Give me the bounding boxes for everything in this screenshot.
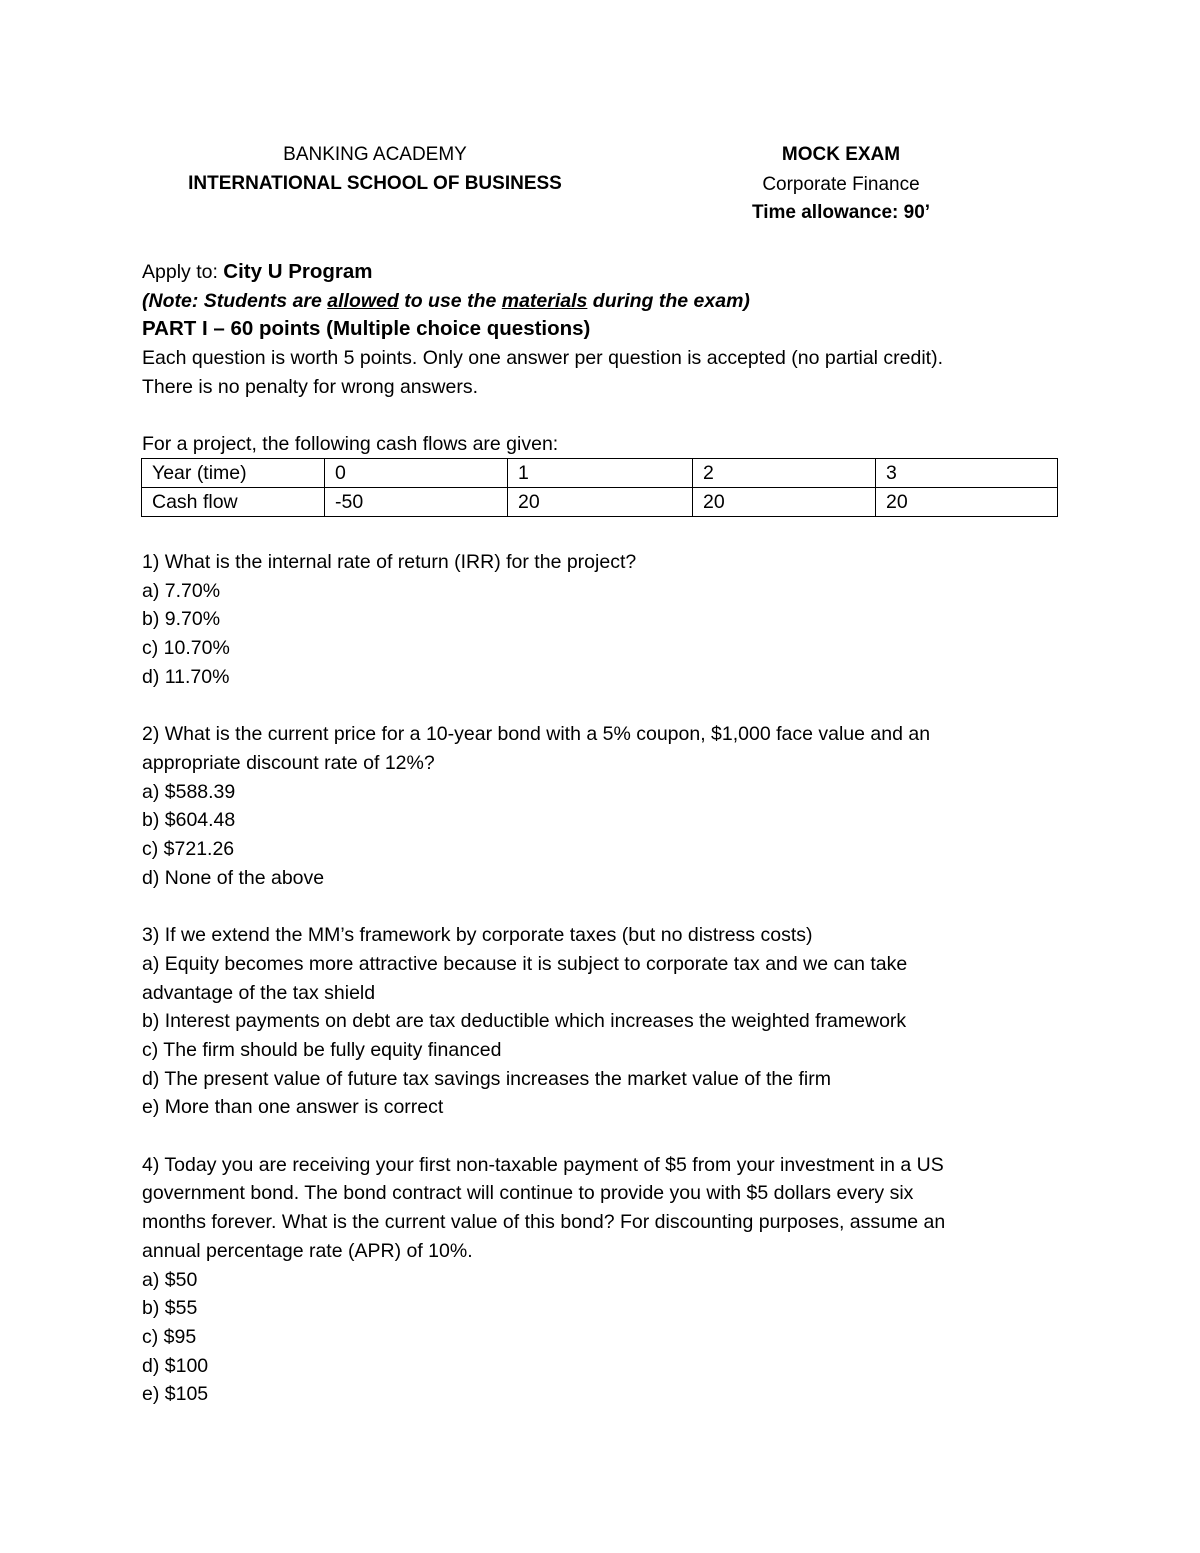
- q3-option-a-line-1: a) Equity becomes more attractive because it is subject to corporate tax and we can take: [142, 952, 908, 975]
- q4-option-e: e) $105: [142, 1383, 209, 1406]
- q4-option-a: a) $50: [142, 1268, 198, 1291]
- course-name: Corporate Finance: [762, 174, 920, 195]
- q4-option-b: b) $55: [142, 1297, 198, 1320]
- table-row: [142, 459, 1058, 488]
- q3-option-e: e) More than one answer is correct: [142, 1096, 444, 1119]
- q2-option-a: a) $588.39: [142, 780, 236, 803]
- question-4-line-4: annual percentage rate (APR) of 10%.: [142, 1239, 473, 1262]
- question-1: 1) What is the internal rate of return (IRR) for the project?: [142, 551, 637, 573]
- instructions-line-2: There is no penalty for wrong answers.: [142, 375, 478, 398]
- part-title: PART I – 60 points (Multiple choice questions): [142, 317, 591, 341]
- q1-option-c: c) 10.70%: [142, 637, 230, 660]
- school-name: INTERNATIONAL SCHOOL OF BUSINESS: [188, 173, 562, 194]
- q2-option-b: b) $604.48: [142, 809, 236, 832]
- program-name: City U Program: [223, 260, 373, 283]
- table-row: [142, 488, 1058, 517]
- instructions-line-1: Each question is worth 5 points. Only one answer per question is accepted (no partial credit).: [142, 347, 944, 370]
- apply-to-label: Apply to:: [142, 261, 224, 283]
- q1-option-a: a) 7.70%: [142, 579, 221, 602]
- q3-option-d: d) The present value of future tax savings increases the market value of the firm: [142, 1067, 831, 1090]
- questions-section: [142, 548, 1060, 1409]
- table-cell: 2: [693, 459, 876, 488]
- table-cell: 3: [876, 459, 1058, 488]
- exam-type: MOCK EXAM: [781, 144, 901, 165]
- question-2-line-1: 2) What is the current price for a 10-year bond with a 5% coupon, $1,000 face value and an: [142, 723, 931, 746]
- cashflow-table: [141, 458, 1058, 517]
- q3-option-a-line-2: advantage of the tax shield: [142, 981, 376, 1004]
- table-cell: 1: [508, 459, 693, 488]
- q1-option-b: b) 9.70%: [142, 608, 221, 631]
- table-cell: 20: [876, 488, 1058, 517]
- question-4-line-1: 4) Today you are receiving your first non-taxable payment of $5 from your investment in a US: [142, 1153, 944, 1176]
- table-cell: 20: [693, 488, 876, 517]
- table-cell: Year (time): [142, 459, 325, 488]
- q3-option-b: b) Interest payments on debt are tax deductible which increases the weighted framework: [142, 1010, 907, 1033]
- institution-name: BANKING ACADEMY: [283, 144, 467, 165]
- question-3: 3) If we extend the MM’s framework by corporate taxes (but no distress costs): [142, 924, 813, 947]
- note-part1: (Note: Students are: [142, 289, 328, 312]
- note-part2: to use the: [398, 289, 502, 312]
- q2-option-d: d) None of the above: [142, 866, 325, 889]
- note-line: [142, 287, 1060, 316]
- apply-to-line: [142, 258, 1060, 287]
- q1-option-d: d) 11.70%: [142, 665, 230, 688]
- question-4-line-3: months forever. What is the current value of this bond? For discounting purposes, assume an: [142, 1211, 946, 1234]
- cashflow-intro: For a project, the following cash flows are given:: [142, 433, 559, 456]
- table-cell: Cash flow: [142, 488, 325, 517]
- table-cell: 20: [508, 488, 693, 517]
- question-4-line-2: government bond. The bond contract will continue to provide you with $5 dollars every six: [142, 1182, 914, 1205]
- table-cell: 0: [325, 459, 508, 488]
- q3-option-c: c) The firm should be fully equity financed: [142, 1038, 502, 1061]
- note-materials: materials: [501, 289, 588, 312]
- time-allowance: Time allowance: 90’: [751, 202, 931, 223]
- note-allowed: allowed: [327, 289, 399, 312]
- note-part3: during the exam): [587, 289, 750, 312]
- table-cell: -50: [325, 488, 508, 517]
- question-2-line-2: appropriate discount rate of 12%?: [142, 751, 435, 774]
- q2-option-c: c) $721.26: [142, 838, 235, 861]
- intro-section: [142, 258, 1060, 459]
- q4-option-c: c) $95: [142, 1325, 197, 1348]
- q4-option-d: d) $100: [142, 1354, 209, 1377]
